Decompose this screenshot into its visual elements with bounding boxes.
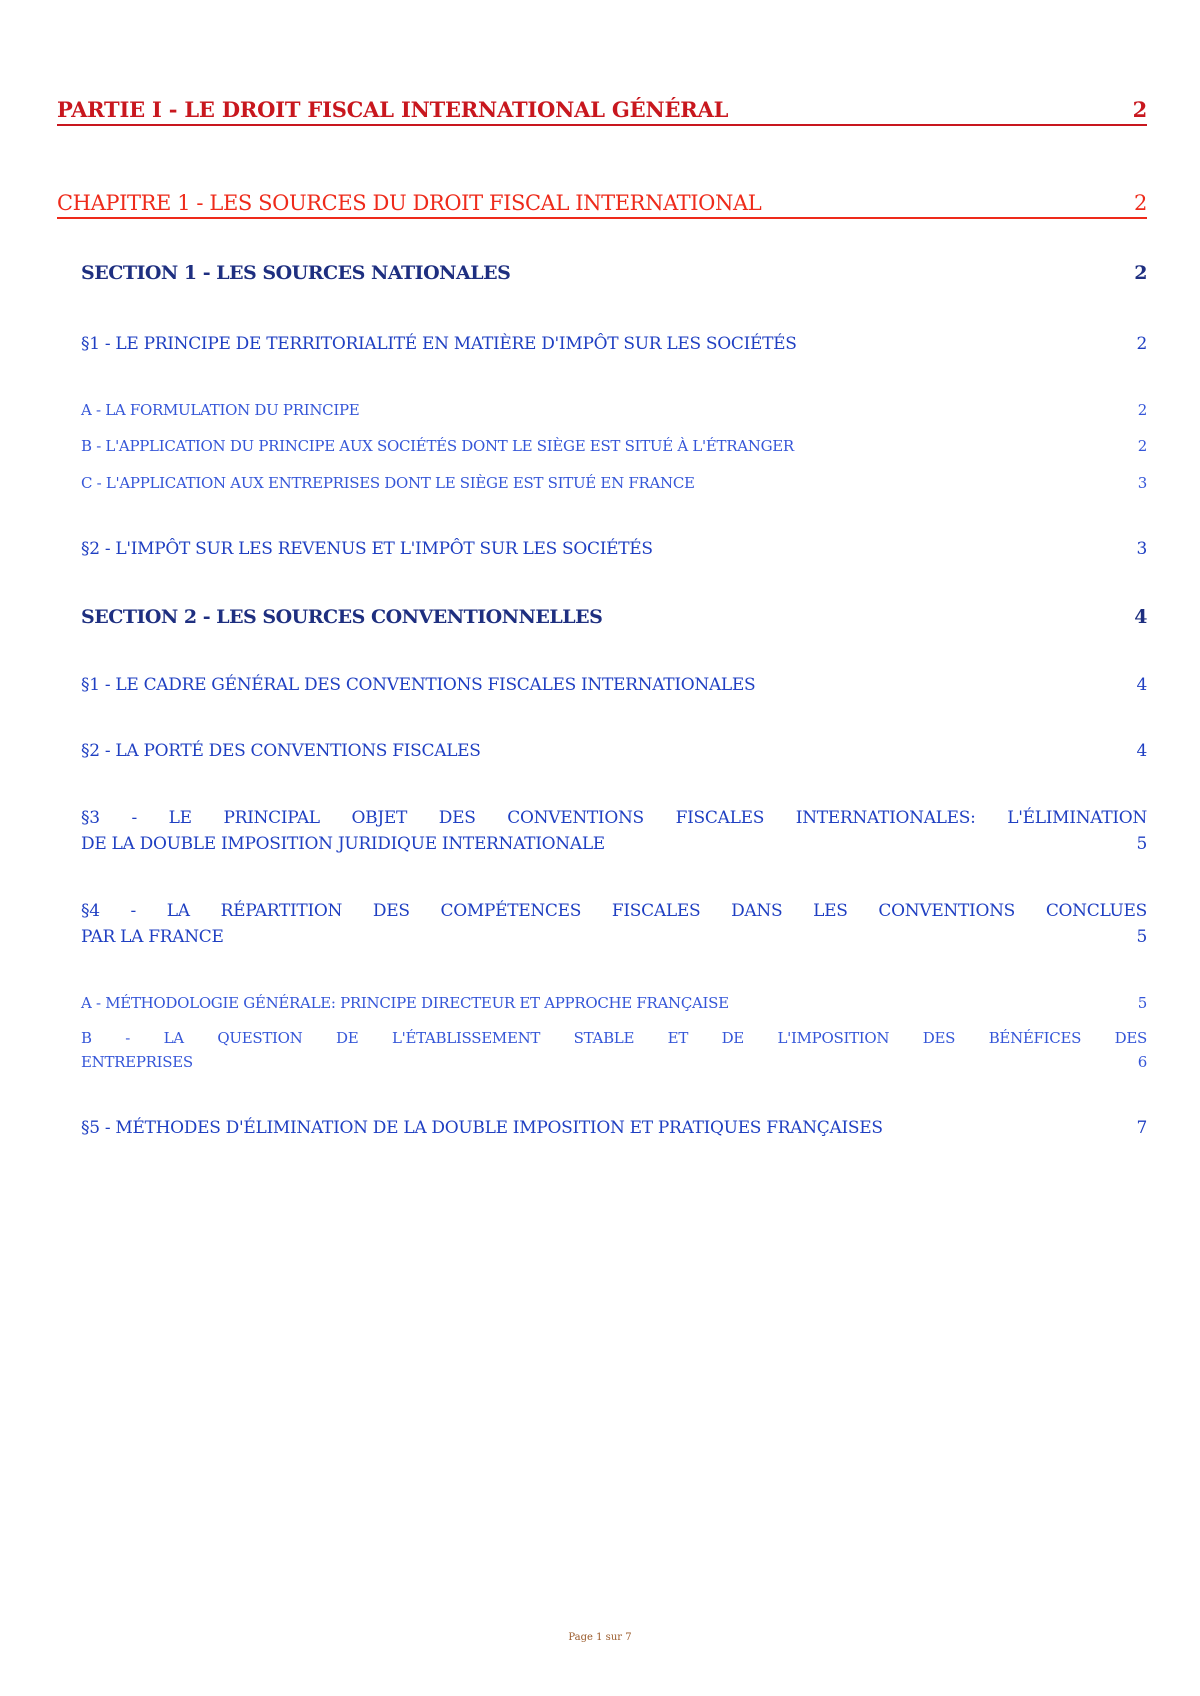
toc-entry-section-2-para-5[interactable] — [81, 1118, 1147, 1138]
toc-entry-section-1-para-1[interactable] — [81, 334, 1147, 354]
toc-entry-section-2[interactable] — [81, 606, 1147, 628]
toc-label-line-2: DE LA DOUBLE IMPOSITION JURIDIQUE INTERNATIONALE — [81, 834, 605, 854]
toc-label-line-1: B - LA QUESTION DE L'ÉTABLISSEMENT STABLE ET DE L'IMPOSITION DES BÉNÉFICES DES — [81, 1029, 1147, 1047]
toc-entry-section-2-para-4-b[interactable] — [81, 1026, 1147, 1074]
toc-page-number: 2 — [1134, 262, 1147, 284]
toc-entry-partie-1[interactable] — [57, 97, 1147, 126]
page-footer: Page 1 sur 7 — [568, 1632, 632, 1643]
toc-page-number: 7 — [1136, 1118, 1147, 1138]
toc-label: §2 - L'IMPÔT SUR LES REVENUS ET L'IMPÔT SUR LES SOCIÉTÉS — [81, 539, 653, 559]
toc-entry-section-1-para-1-b[interactable] — [81, 437, 1147, 455]
toc-page-number: 2 — [1137, 401, 1147, 419]
toc-page-number: 2 — [1132, 97, 1147, 122]
toc-label: SECTION 1 - LES SOURCES NATIONALES — [81, 262, 511, 284]
toc-label-line-2: PAR LA FRANCE — [81, 927, 224, 947]
toc-entry-chapitre-1[interactable] — [57, 191, 1147, 219]
toc-page-number: 4 — [1136, 675, 1147, 695]
toc-label-line-1: §3 - LE PRINCIPAL OBJET DES CONVENTIONS FISCALES INTERNATIONALES: L'ÉLIMINATION — [81, 808, 1147, 828]
toc-label: PARTIE I - LE DROIT FISCAL INTERNATIONAL GÉNÉRAL — [57, 97, 729, 122]
toc-label: B - L'APPLICATION DU PRINCIPE AUX SOCIÉTÉS DONT LE SIÈGE EST SITUÉ À L'ÉTRANGER — [81, 437, 794, 455]
toc-page-number: 5 — [1136, 834, 1147, 854]
toc-label: §1 - LE CADRE GÉNÉRAL DES CONVENTIONS FISCALES INTERNATIONALES — [81, 675, 756, 695]
toc-entry-section-1[interactable] — [81, 262, 1147, 284]
toc-label: §5 - MÉTHODES D'ÉLIMINATION DE LA DOUBLE IMPOSITION ET PRATIQUES FRANÇAISES — [81, 1118, 883, 1138]
toc-page-number: 4 — [1136, 741, 1147, 761]
toc-page-number: 3 — [1137, 474, 1147, 492]
toc-page-number: 2 — [1136, 334, 1147, 354]
toc-label: C - L'APPLICATION AUX ENTREPRISES DONT LE SIÈGE EST SITUÉ EN FRANCE — [81, 474, 695, 492]
toc-entry-section-2-para-4-a[interactable] — [81, 994, 1147, 1012]
toc-label-line-2: ENTREPRISES — [81, 1053, 193, 1071]
toc-label: A - MÉTHODOLOGIE GÉNÉRALE: PRINCIPE DIRECTEUR ET APPROCHE FRANÇAISE — [81, 994, 729, 1012]
toc-page-number: 2 — [1134, 191, 1147, 215]
toc-page-number: 5 — [1136, 927, 1147, 947]
toc-page-number: 4 — [1134, 606, 1147, 628]
toc-entry-section-2-para-2[interactable] — [81, 741, 1147, 761]
toc-label: SECTION 2 - LES SOURCES CONVENTIONNELLES — [81, 606, 603, 628]
toc-label-line-1: §4 - LA RÉPARTITION DES COMPÉTENCES FISCALES DANS LES CONVENTIONS CONCLUES — [81, 901, 1147, 921]
toc-entry-section-1-para-1-a[interactable] — [81, 401, 1147, 419]
toc-label: §2 - LA PORTÉ DES CONVENTIONS FISCALES — [81, 741, 481, 761]
toc-entry-section-1-para-2[interactable] — [81, 539, 1147, 559]
toc-entry-section-1-para-1-c[interactable] — [81, 474, 1147, 492]
toc-entry-section-2-para-4[interactable] — [81, 898, 1147, 950]
toc-label: A - LA FORMULATION DU PRINCIPE — [81, 401, 360, 419]
toc-page-number: 5 — [1137, 994, 1147, 1012]
toc-label: CHAPITRE 1 - LES SOURCES DU DROIT FISCAL INTERNATIONAL — [57, 191, 762, 215]
toc-entry-section-2-para-3[interactable] — [81, 805, 1147, 857]
toc-page-number: 3 — [1136, 539, 1147, 559]
toc-page-number: 2 — [1137, 437, 1147, 455]
toc-entry-section-2-para-1[interactable] — [81, 675, 1147, 695]
toc-page-number: 6 — [1137, 1053, 1147, 1071]
toc-label: §1 - LE PRINCIPE DE TERRITORIALITÉ EN MATIÈRE D'IMPÔT SUR LES SOCIÉTÉS — [81, 334, 797, 354]
